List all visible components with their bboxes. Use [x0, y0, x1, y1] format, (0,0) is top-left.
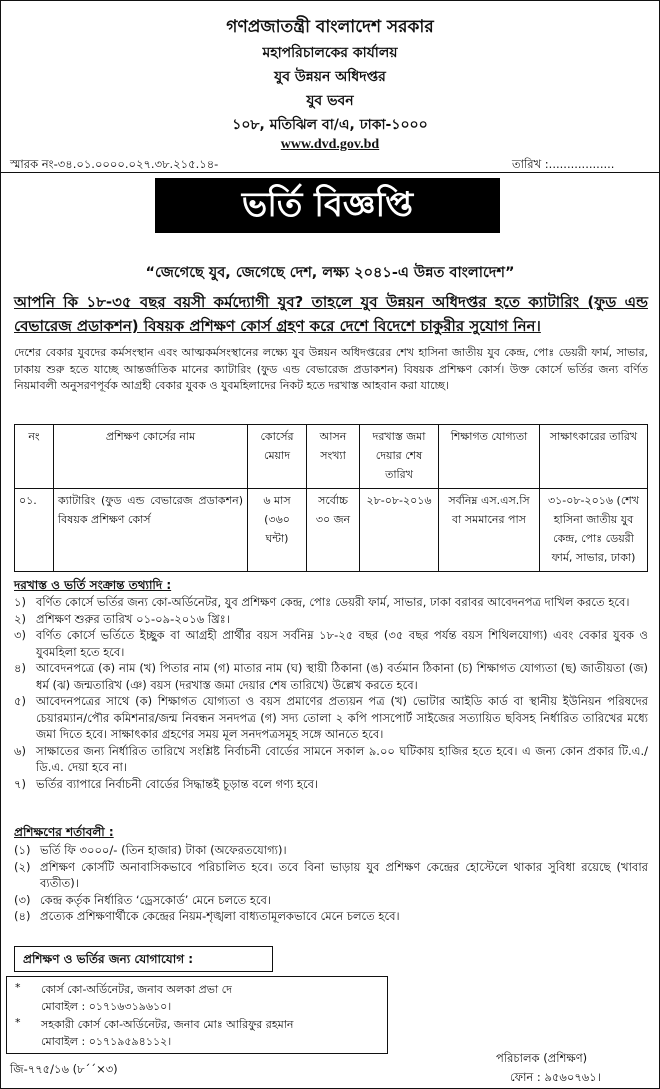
list-item: (১) ভর্তি ফি ৩০০০/- (তিন হাজার) টাকা (অফেরতযোগ্য)। — [14, 843, 287, 857]
office-address: ১০৮, মতিঝিল বা/এ, ঢাকা-১০০০ — [232, 117, 428, 133]
list-item: ৫) আবেদনপত্রের সাথে (ক) শিক্ষাগত যোগ্যতা ও বয়স প্রমাণের প্রত্যয়ন পত্র (খ) ভোটার আইডি কার্ড বা স্থানীয় ইউনিয়ন পরিষদের চেয়ারম্যান/পৌর কমিশনার/জন্ম নিবন্ধন সনদপত্র (গ) সদ্য তোলা ২ কপি পাসপোর্ট সাইজের সত্যায়িত ছবিসহ নির্ধারিত তারিখের মধ্যে জমা দিতে হবে। সাক্ষাৎকার গ্রহণের সময় মূল সনদপত্রসমূহ সঙ্গে আনতে হবে। — [14, 694, 648, 741]
building-name: যুব ভবন — [306, 93, 354, 109]
col-header-interview: সাক্ষাৎকারের তারিখ — [540, 425, 648, 489]
list-item: (৪) প্রত্যেক প্রশিক্ষণার্থীকে কেন্দ্রের নিয়ম-শৃঙ্খলা বাধ্যতামূলকভাবে মেনে চলতে হবে। — [14, 909, 400, 923]
department-name: যুব উন্নয়ন অধিদপ্তর — [274, 69, 386, 85]
application-section-title: দরখাস্ত ও ভর্তি সংক্রান্ত তথ্যাদি : — [14, 578, 172, 592]
bullet-icon: * — [15, 1016, 21, 1029]
cell-course: ক্যাটারিং (ফুড এন্ড বেভারেজ প্রডাকশন) বিষয়ক প্রশিক্ষণ কোর্স — [54, 489, 248, 572]
contact-box — [6, 976, 388, 1054]
signatory-phone: ফোন : ৯৫৬০৭৬১। — [510, 1070, 601, 1084]
header-divider — [0, 172, 660, 173]
list-item: ৬) সাক্ষাতের জন্য নির্ধারিত তারিখে সংশ্লিষ্ট নির্বাচনী বোর্ডের সামনে সকাল ৯.০০ ঘটিকায় হাজির হতে হবে। এ জন্য কোন প্রকার টি.এ./ডি.এ. দেয়া হবে না। — [14, 743, 648, 774]
office-name: মহাপরিচালকের কার্যালয় — [262, 45, 398, 61]
government-name: গণপ্রজাতন্ত্রী বাংলাদেশ সরকার — [226, 17, 434, 37]
contact-mobile: মোবাইল : ০১৭১৯৫৯৪১১২। — [41, 1035, 172, 1048]
bullet-icon: * — [15, 981, 21, 994]
cell-duration: ৬ মাস (৩৬০ ঘন্টা) — [248, 489, 307, 572]
contact-role: সহকারী কোর্স কো-অর্ডিনেটর, জনাব মোঃ আরিফুর রহমান — [41, 1018, 294, 1031]
cell-seats: সর্বোচ্চ ৩০ জন — [307, 489, 360, 572]
cell-no: ০১. — [15, 489, 54, 572]
notice-title-banner: ভর্তি বিজ্ঞপ্তি — [155, 178, 500, 233]
intro-paragraph: দেশের বেকার যুবদের কর্মসংস্থান এবং আত্মকর্মসংস্থানের লক্ষ্যে যুব উন্নয়ন অধিদপ্তরের শেখ হাসিনা জাতীয় যুব কেন্দ্র, পোঃ ডেয়রী ফার্ম, সাভার, ঢাকায় শুরু হতে যাচ্ছে আন্তর্জাতিক মানের ক্যাটারিং (ফুড এন্ড বেভারেজ প্রডাকশন) বিষয়ক প্রশিক্ষণ কোর্স। উক্ত কোর্সে ভর্তির জন্য বর্ণিত নিয়মাবলী অনুসরণপূর্বক আগ্রহী বেকার যুবক ও যুবমহিলাদের নিকট হতে দরখাস্ত আহবান করা যাচ্ছে। — [14, 346, 648, 393]
col-header-duration: কোর্সের মেয়াদ — [248, 425, 307, 489]
table-header-row — [15, 425, 648, 489]
cell-interview: ৩১-০৮-২০১৬ (শেখ হাসিনা জাতীয় যুব কেন্দ্র, পোঃ ডেয়রী ফার্ম, সাভার, ঢাকা) — [540, 489, 648, 572]
list-item: (২) প্রশিক্ষণ কোর্সটি অনাবাসিকভাবে পরিচালিত হবে। তবে বিনা ভাড়ায় যুব প্রশিক্ষণ কেন্দ্রের হোস্টেলে থাকার সুবিধা রয়েছে (খাবার ব্যতীত)। — [14, 859, 648, 890]
slogan: “জেগেছে যুব, জেগেছে দেশ, লক্ষ্য ২০৪১-এ উন্নত বাংলাদেশ” — [145, 265, 515, 281]
list-item: ৭) ভর্তির ব্যাপারে নির্বাচনী বোর্ডের সিদ্ধান্তই চূড়ান্ত বলে গণ্য হবে। — [14, 776, 319, 791]
list-item: ৪) আবেদনপত্রে (ক) নাম (খ) পিতার নাম (গ) মাতার নাম (ঘ) স্থায়ী ঠিকানা (ঙ) বর্তমান ঠিকানা (চ) শিক্ষাগত যোগ্যতা (ছ) জাতীয়তা (জ) ধর্ম (ঝ) জন্মতারিখ (ঞ) বয়স (দরখাস্ত জমা দেয়ার শেষ তারিখে) উল্লেখ করতে হবে। — [14, 661, 648, 692]
contact-section-title: প্রশিক্ষণ ও ভর্তির জন্য যোগাযোগ : — [14, 946, 273, 972]
list-item: ১) বর্ণিত কোর্সে ভর্তির জন্য কো-অর্ডিনেটর, যুব প্রশিক্ষণ কেন্দ্র, পোঃ ডেয়রী ফার্ম, সাভার, ঢাকা বরাবর আবেদনপত্র দাখিল করতে হবে। — [14, 595, 630, 609]
conditions-section-title: প্রশিক্ষণের শর্তাবলী : — [14, 825, 114, 839]
course-table — [14, 424, 648, 572]
website-link[interactable]: www.dvd.gov.bd — [280, 137, 380, 152]
conditions-list — [14, 842, 648, 925]
list-item: ৩) বর্ণিত কোর্সে ভর্তিতে ইচ্ছুক বা আগ্রহী প্রার্থীর বয়স সর্বনিম্ন ১৮-২৫ বছর (৩৫ বছর পর্যন্ত বয়স শিথিলযোগ্য) এবং বেকার যুবক ও যুবমহিলা হতে হবে। — [14, 628, 648, 659]
table-row — [15, 489, 648, 572]
contact-role: কোর্স কো-অর্ডিনেটর, জনাব অলকা প্রভা দে — [41, 983, 232, 996]
cell-deadline: ২৮-০৮-২০১৬ — [360, 489, 439, 572]
publication-code: জি-৭৭৫/১৬ (৮´´×৩) — [10, 1062, 118, 1076]
signatory-title: পরিচালক (প্রশিক্ষণ) — [496, 1051, 588, 1065]
memo-reference: স্মারক নং-৩৪.০১.০০০০.০২৭.৩৮.২১৫.১৪- — [10, 157, 219, 171]
headline: আপনি কি ১৮-৩৫ বছর বয়সী কর্মদ্যোগী যুব? তাহলে যুব উন্নয়ন অধিদপ্তর হতে ক্যাটারিং (ফুড এন্ড বেভারেজ প্রডাকশন) বিষয়ক প্রশিক্ষণ কোর্স গ্রহণ করে দেশে বিদেশে চাকুরীর সুযোগ নিন। — [14, 293, 648, 335]
memo-date: তারিখ :.................. — [512, 157, 615, 171]
col-header-no: নং — [15, 425, 54, 489]
list-item: (৩) কেন্দ্র কর্তৃক নির্ধারিত ‘ড্রেসকোর্ড’ মেনে চলতে হবে। — [14, 892, 272, 907]
list-item: ২) প্রশিক্ষণ শুরুর তারিখ ০১-০৯-২০১৬ খ্রিঃ। — [14, 611, 230, 626]
contact-mobile: মোবাইল : ০১৭১৬৩১৯৬১০। — [41, 1000, 172, 1013]
col-header-seats: আসন সংখ্যা — [307, 425, 360, 489]
application-list — [14, 594, 648, 792]
col-header-deadline: দরখাস্ত জমা দেয়ার শেষ তারিখ — [360, 425, 439, 489]
col-header-qualification: শিক্ষাগত যোগ্যতা — [439, 425, 540, 489]
col-header-course: প্রশিক্ষণ কোর্সের নাম — [54, 425, 248, 489]
cell-qualification: সর্বনিম্ন এস.এস.সি বা সমমানের পাস — [439, 489, 540, 572]
